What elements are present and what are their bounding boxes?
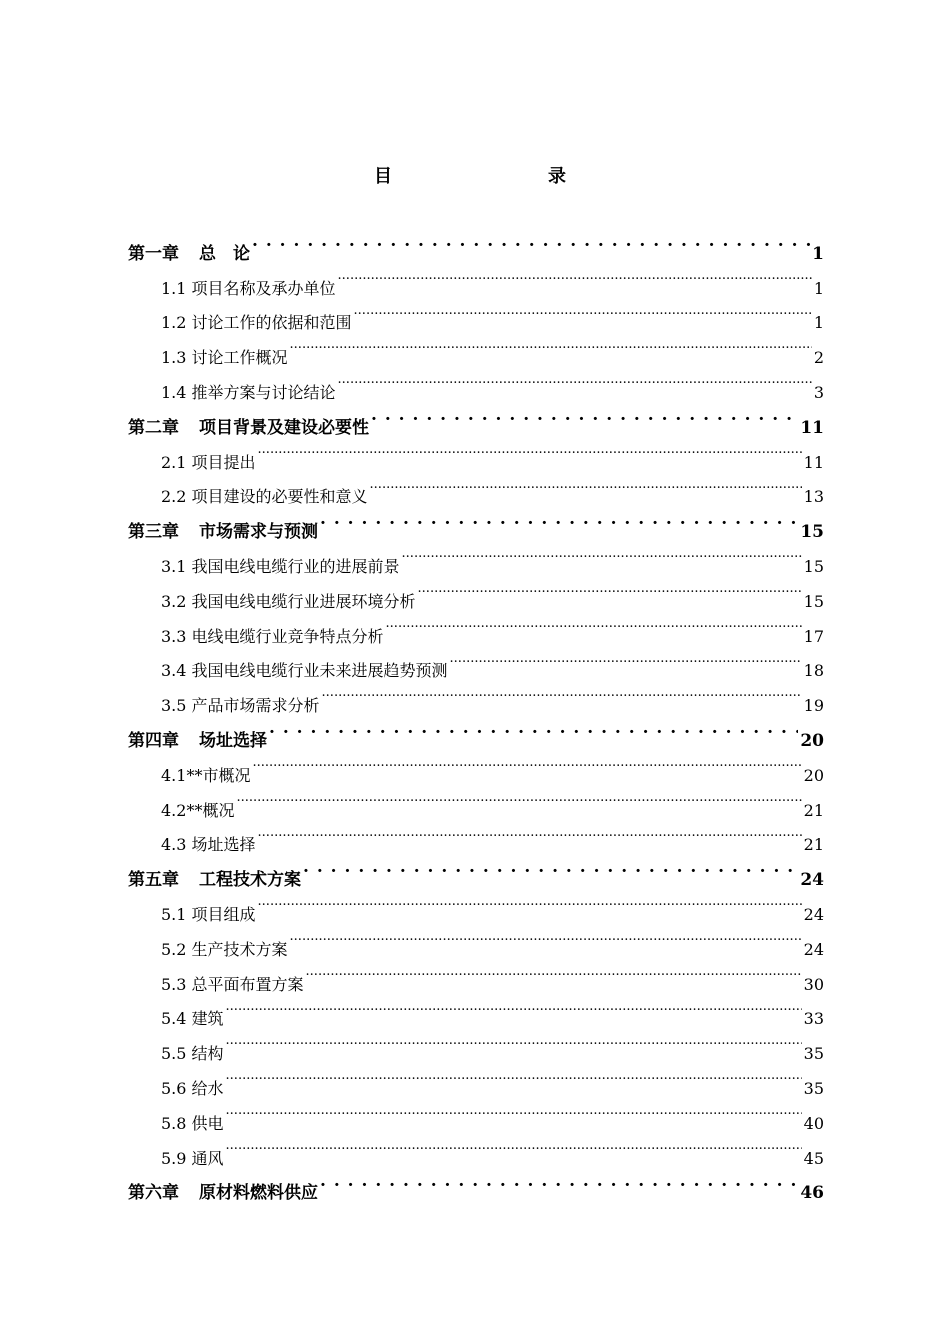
dot-leader: [226, 1094, 802, 1129]
section-title: 1.2 讨论工作的依据和范围: [161, 313, 352, 333]
page-number: 1: [813, 278, 824, 298]
section-title: 2.1 项目提出: [161, 452, 256, 472]
chapter-number: 第六章: [128, 1183, 179, 1204]
page-number: 15: [803, 556, 824, 576]
page-number: 15: [803, 591, 824, 611]
page-number: 46: [800, 1183, 824, 1204]
dot-leader: [226, 1129, 802, 1164]
section-title: 4.3 场址选择: [161, 835, 256, 855]
section-title: 4.2**概况: [161, 800, 235, 820]
dot-leader: [338, 363, 812, 398]
dot-leader: [320, 502, 798, 537]
page-number: 24: [800, 870, 824, 891]
dot-leader: [354, 294, 812, 329]
dot-leader: [306, 955, 802, 990]
section-title: 5.3 总平面布置方案: [161, 974, 304, 994]
section-title: 5.9 通风: [161, 1148, 224, 1168]
page-number: 45: [803, 1148, 824, 1168]
page-number: 11: [803, 452, 824, 472]
dot-leader: [402, 537, 802, 572]
page-number: 20: [800, 730, 824, 751]
page-number: 24: [803, 939, 824, 959]
page-number: 1: [812, 243, 824, 264]
toc-section-entry[interactable]: [128, 990, 824, 1029]
chapter-title: 项目背景及建设必要性: [199, 417, 369, 438]
section-title: 2.2 项目建设的必要性和意义: [161, 487, 368, 507]
dot-leader: [258, 433, 802, 468]
table-of-contents: [128, 224, 824, 1204]
page-number: 13: [803, 487, 824, 507]
page-number: 18: [803, 661, 824, 681]
page-number: 3: [813, 382, 824, 402]
page-number: 1: [813, 313, 824, 333]
page-number: 33: [803, 1009, 824, 1029]
section-title: 5.6 给水: [161, 1078, 224, 1098]
toc-section-entry[interactable]: [128, 1024, 824, 1064]
toc-chapter-entry[interactable]: [128, 1164, 824, 1204]
dot-leader: [320, 1164, 798, 1199]
chapter-title: 总 论: [199, 243, 250, 264]
dot-leader: [371, 398, 798, 433]
page-number: 21: [803, 835, 824, 855]
dot-leader: [418, 572, 802, 607]
toc-section-entry[interactable]: [128, 1129, 824, 1168]
dot-leader: [226, 1059, 802, 1094]
dot-leader: [386, 607, 802, 642]
section-title: 5.2 生产技术方案: [161, 939, 288, 959]
section-title: 5.4 建筑: [161, 1009, 224, 1029]
section-title: 3.2 我国电线电缆行业进展环境分析: [161, 591, 416, 611]
chapter-number: 第三章: [128, 522, 179, 543]
page-number: 19: [803, 696, 824, 716]
dot-leader: [236, 781, 801, 816]
page-number: 30: [803, 974, 824, 994]
page-number: 11: [800, 417, 824, 438]
toc-section-entry[interactable]: [128, 1059, 824, 1098]
section-title: 3.3 电线电缆行业竞争特点分析: [161, 626, 384, 646]
section-title: 1.4 推举方案与讨论结论: [161, 382, 336, 402]
page-number: 17: [803, 626, 824, 646]
dot-leader: [258, 885, 802, 920]
dot-leader: [338, 259, 812, 294]
dot-leader: [450, 642, 802, 677]
section-title: 5.5 结构: [161, 1044, 224, 1064]
chapter-number: 第一章: [128, 243, 179, 264]
section-title: 3.1 我国电线电缆行业的进展前景: [161, 556, 400, 576]
section-title: 5.8 供电: [161, 1113, 224, 1133]
chapter-title: 工程技术方案: [199, 870, 301, 891]
dot-leader: [290, 920, 802, 955]
page-number: 35: [803, 1044, 824, 1064]
chapter-number: 第二章: [128, 417, 179, 438]
dot-leader: [258, 816, 802, 851]
chapter-title: 场址选择: [199, 730, 267, 751]
section-title: 5.1 项目组成: [161, 904, 256, 924]
toc-section-entry[interactable]: [128, 1094, 824, 1133]
page-number: 40: [803, 1113, 824, 1133]
chapter-title: 市场需求与预测: [199, 522, 318, 543]
page-number: 20: [803, 765, 824, 785]
page-number: 15: [800, 522, 824, 543]
chapter-title: 原材料燃料供应: [199, 1183, 318, 1204]
toc-chapter-entry[interactable]: [128, 224, 824, 264]
toc-title: 目 录: [374, 166, 606, 187]
section-title: 3.4 我国电线电缆行业未来进展趋势预测: [161, 661, 448, 681]
dot-leader: [252, 224, 810, 259]
page-number: 24: [803, 904, 824, 924]
page-number: 35: [803, 1078, 824, 1098]
section-title: 1.1 项目名称及承办单位: [161, 278, 336, 298]
page-number: 2: [813, 348, 824, 368]
chapter-number: 第四章: [128, 730, 179, 751]
dot-leader: [290, 328, 812, 363]
chapter-number: 第五章: [128, 870, 179, 891]
page-number: 21: [803, 800, 824, 820]
dot-leader: [322, 676, 802, 711]
section-title: 1.3 讨论工作概况: [161, 348, 288, 368]
dot-leader: [226, 1024, 802, 1059]
dot-leader: [303, 850, 798, 885]
dot-leader: [252, 746, 801, 781]
dot-leader: [226, 990, 802, 1025]
dot-leader: [370, 468, 802, 503]
dot-leader: [269, 711, 798, 746]
section-title: 3.5 产品市场需求分析: [161, 696, 320, 716]
section-title: 4.1**市概况: [161, 765, 251, 785]
